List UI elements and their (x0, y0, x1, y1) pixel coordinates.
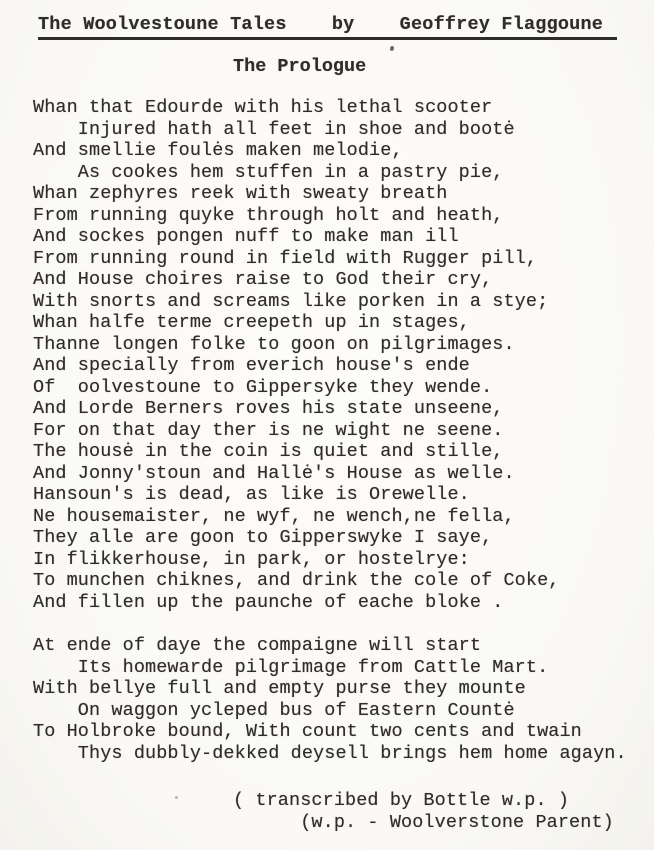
poem-line: Thanne longen folke to goon on pilgrimages. (33, 333, 515, 355)
poem-line: Hansoun's is dead, as like is Orewelle. (33, 484, 470, 505)
poem-line: From running round in field with Rugger pill, (33, 247, 538, 269)
poem-line: As cookes hem stuffen in a pastry pie, (33, 161, 504, 183)
poem-line: On waggon ycleped bus of Eastern Countė (33, 699, 515, 721)
poem-line: And Lorde Berners roves his state unseene, (33, 398, 504, 419)
title-row (38, 14, 654, 40)
document-title: The Woolvestoune Tales by Geoffrey Flaggoune (38, 14, 617, 40)
poem-line: At ende of daye the compaigne will start (33, 635, 482, 656)
poem-line: For on that day ther is ne wight ne seene. (33, 419, 504, 441)
poem-line: Whan halfe terme creepeth up in stages, (33, 312, 470, 333)
poem-line: To munchen chiknes, and drink the cole of Coke, (33, 570, 560, 591)
poem-stanza-2 (33, 635, 654, 764)
poem-line: With snorts and screams like porken in a stye; (33, 290, 549, 312)
poem-line: Its homewarde pilgrimage from Cattle Mart. (33, 656, 549, 678)
section-heading-prologue: The Prologue (233, 56, 367, 77)
transcription-credits (233, 790, 654, 834)
ink-speck (390, 46, 394, 51)
poem-line: And Jonny'stoun and Hallė's House as welle. (33, 462, 515, 484)
poem-line: And fillen up the paunche of eache bloke . (33, 591, 504, 613)
poem-line: Whan zephyres reek with sweaty breath (33, 183, 448, 204)
poem-line: They alle are goon to Gipperswyke I saye, (33, 527, 493, 548)
poem-line: And House choires raise to God their cry, (33, 269, 493, 290)
poem-line: Of oolvestoune to Gippersyke they wende. (33, 376, 493, 398)
poem-line: From running quyke through holt and heath, (33, 204, 504, 226)
poem-line: With bellye full and empty purse they mounte (33, 678, 526, 699)
poem-line: And specially from everich house's ende (33, 355, 470, 376)
poem-line: To Holbroke bound, With count two cents and twain (33, 721, 582, 742)
ink-speck (175, 796, 178, 799)
transcription-credit: ( transcribed by Bottle w.p. ) (233, 790, 570, 811)
footnote-wp-explanation: (w.p. - Woolverstone Parent) (233, 812, 614, 833)
poem-line: And smellie foulės maken melodie, (33, 140, 403, 161)
poem-line: And sockes pongen nuff to make man ill (33, 226, 459, 247)
poem-line: Thys dubbly-dekked deysell brings hem home agayn. (33, 742, 627, 764)
poem-line: Whan that Edourde with his lethal scooter (33, 97, 493, 118)
poem-line: Injured hath all feet in shoe and bootė (33, 118, 515, 140)
poem-line: The housė in the coin is quiet and stille, (33, 441, 504, 462)
poem-line: Ne housemaister, ne wyf, ne wench,ne fella, (33, 505, 515, 527)
poem-stanza-1 (33, 97, 654, 613)
poem-line: In flikkerhouse, in park, or hostelrye: (33, 548, 470, 570)
